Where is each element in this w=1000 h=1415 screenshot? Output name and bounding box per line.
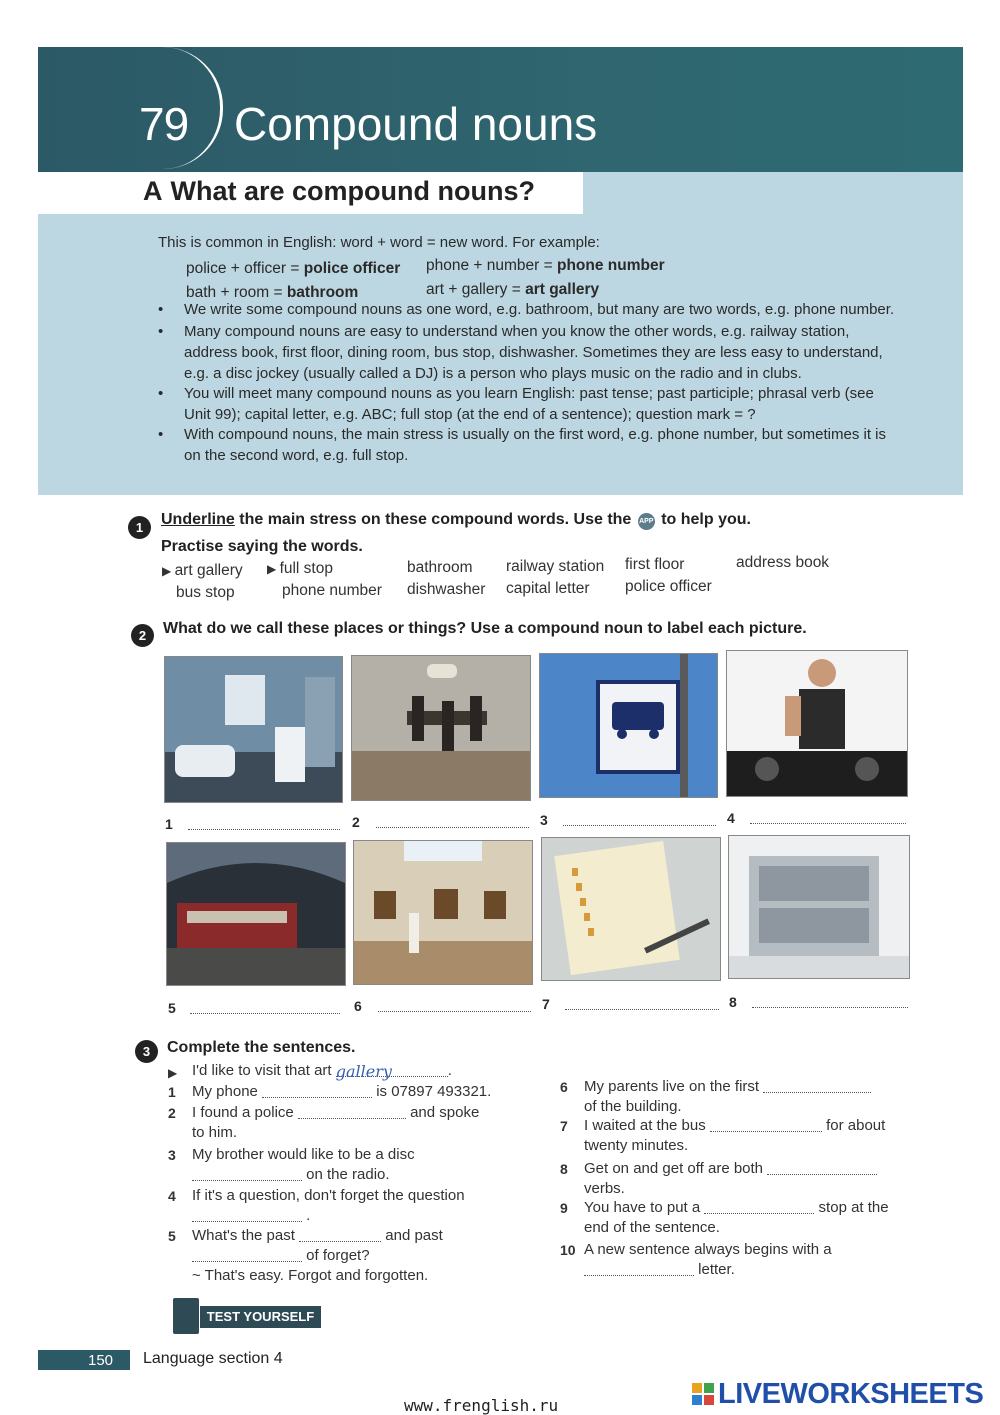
answer-field-2[interactable] xyxy=(376,826,529,828)
picture-dishwasher xyxy=(728,835,910,979)
answer-field-s1[interactable] xyxy=(262,1083,372,1098)
example-2: phone + number = phone number xyxy=(426,257,665,274)
picture-label-number: 3 xyxy=(540,812,548,828)
unit-title: Compound nouns xyxy=(234,98,598,150)
exercise-3-instruction: Complete the sentences. xyxy=(167,1039,356,1056)
picture-bus-stop xyxy=(539,653,718,798)
word-phone-number[interactable]: phone number xyxy=(282,582,382,599)
picture-label-number: 1 xyxy=(165,816,173,832)
test-yourself-icon[interactable] xyxy=(173,1298,199,1334)
example-answer: gallery xyxy=(335,1062,392,1081)
sentence-7: 7 I waited at the bus for about twenty minutes. xyxy=(560,1117,886,1154)
word-railway-station[interactable]: railway station xyxy=(506,558,605,575)
answer-field-s4[interactable] xyxy=(192,1207,302,1222)
bullet-point: • Many compound nouns are easy to understand when you know the other words, e.g. railway station, address book, first floor, dining room, bus stop, dishwasher. Sometimes they are less easy to understand, e.g. a disc jockey (usually called a DJ) is a person who plays music on the radio and in clubs. xyxy=(158,323,883,382)
word-police-officer[interactable]: police officer xyxy=(625,578,712,595)
sentence-3: 3 My brother would like to be a disc on the radio. xyxy=(168,1146,415,1183)
sentence-4: 4 If it's a question, don't forget the question . xyxy=(168,1187,465,1224)
section-a-heading xyxy=(143,176,535,207)
answer-field-6[interactable] xyxy=(378,1010,531,1012)
sentence-10: 10 A new sentence always begins with a letter. xyxy=(560,1241,832,1278)
picture-dining-room xyxy=(351,655,531,801)
answer-field-7[interactable] xyxy=(565,1008,719,1010)
word-full-stop[interactable]: ▶ full stop xyxy=(267,560,333,577)
answer-field-s2[interactable] xyxy=(298,1104,406,1119)
answer-field-1[interactable] xyxy=(188,828,340,830)
test-yourself-button[interactable]: TEST YOURSELF xyxy=(200,1306,321,1328)
section-title: What are compound nouns? xyxy=(170,176,535,206)
bullet-point: • You will meet many compound nouns as you learn English: past tense; past participle; phrasal verb (see Unit 99); capital letter, e.g. ABC; full stop (at the end of a sentence); question mark = ? xyxy=(158,385,874,423)
sentence-1: 1 My phone is 07897 493321. xyxy=(168,1083,492,1100)
example-3: bath + room = bathroom xyxy=(186,284,359,301)
sentence-5: 5 What's the past and past of forget? ~ That's easy. Forgot and forgotten. xyxy=(168,1227,443,1284)
section-letter: A xyxy=(143,176,163,206)
word-dishwasher[interactable]: dishwasher xyxy=(407,581,486,598)
answer-field-s7[interactable] xyxy=(710,1117,822,1132)
picture-disc-jockey xyxy=(726,650,908,797)
word-art-gallery[interactable]: ▶ art gallery xyxy=(162,562,243,579)
picture-label-number: 8 xyxy=(729,994,737,1010)
liveworksheets-logo: LIVEWORKSHEETS xyxy=(692,1378,983,1411)
picture-label-number: 6 xyxy=(354,998,362,1014)
play-triangle-icon: ▶ xyxy=(162,564,175,578)
picture-label-number: 2 xyxy=(352,814,360,830)
answer-field-5[interactable] xyxy=(190,1012,340,1014)
word-first-floor[interactable]: first floor xyxy=(625,556,685,573)
sentence-2: 2 I found a police and spoke to him. xyxy=(168,1104,480,1141)
bullet-point: • We write some compound nouns as one word, e.g. bathroom, but many are two words, e.g. phone number. xyxy=(158,301,895,318)
footer-section: Language section 4 xyxy=(143,1350,283,1367)
liveworksheets-mark-icon xyxy=(692,1383,714,1405)
exercise-1-instruction-2: Practise saying the words. xyxy=(161,538,363,555)
picture-label-number: 7 xyxy=(542,996,550,1012)
picture-railway-station xyxy=(166,842,346,986)
picture-label-number: 4 xyxy=(727,810,735,826)
example-sentence: ▶ I'd like to visit that art gallery . xyxy=(168,1062,452,1081)
play-triangle-icon: ▶ xyxy=(267,562,280,576)
footer-url: www.frenglish.ru xyxy=(404,1396,559,1415)
answer-field-s5a[interactable] xyxy=(299,1227,381,1242)
exercise-3-number: 3 xyxy=(135,1040,158,1063)
exercise-2-instruction: What do we call these places or things? Use a compound noun to label each picture. xyxy=(163,620,807,637)
footer-page-bar xyxy=(38,1350,130,1370)
picture-art-gallery xyxy=(353,840,533,985)
page-number: 150 xyxy=(88,1352,114,1369)
app-icon[interactable]: APP xyxy=(638,513,655,530)
unit-number: 79 xyxy=(139,98,189,150)
answer-field-s10[interactable] xyxy=(584,1261,694,1276)
picture-bathroom xyxy=(164,656,343,803)
bullet-point: • With compound nouns, the main stress is usually on the first word, e.g. phone number, but sometimes it is on the second word, e.g. full stop. xyxy=(158,426,887,464)
intro-text: This is common in English: word + word = new word. For example: xyxy=(158,234,600,251)
exercise-1-number: 1 xyxy=(128,516,151,539)
answer-field-4[interactable] xyxy=(750,822,906,824)
word-capital-letter[interactable]: capital letter xyxy=(506,580,590,597)
word-bathroom[interactable]: bathroom xyxy=(407,559,473,576)
exercise-2-number: 2 xyxy=(131,624,154,647)
sentence-6: 6 My parents live on the first of the building. xyxy=(560,1077,900,1117)
picture-address-book xyxy=(541,837,721,981)
picture-label-number: 5 xyxy=(168,1000,176,1016)
answer-field-3[interactable] xyxy=(563,824,716,826)
word-bus-stop[interactable]: bus stop xyxy=(176,584,235,601)
sentence-8: 8 Get on and get off are both verbs. xyxy=(560,1159,900,1199)
example-4: art + gallery = art gallery xyxy=(426,281,600,298)
answer-field-8[interactable] xyxy=(752,1006,908,1008)
example-1: police + officer = police officer xyxy=(186,260,401,277)
answer-field-s8[interactable] xyxy=(767,1160,877,1175)
word-address-book[interactable]: address book xyxy=(736,554,830,571)
answer-field-s6[interactable] xyxy=(763,1078,871,1093)
answer-field-s5b[interactable] xyxy=(192,1247,302,1262)
sentence-9: 9 You have to put a stop at the end of the sentence. xyxy=(560,1199,889,1236)
exercise-1-instruction: Underline the main stress on these compound words. Use the APP to help you. xyxy=(161,511,751,528)
answer-field-s9[interactable] xyxy=(704,1199,814,1214)
answer-field-s3[interactable] xyxy=(192,1166,302,1181)
